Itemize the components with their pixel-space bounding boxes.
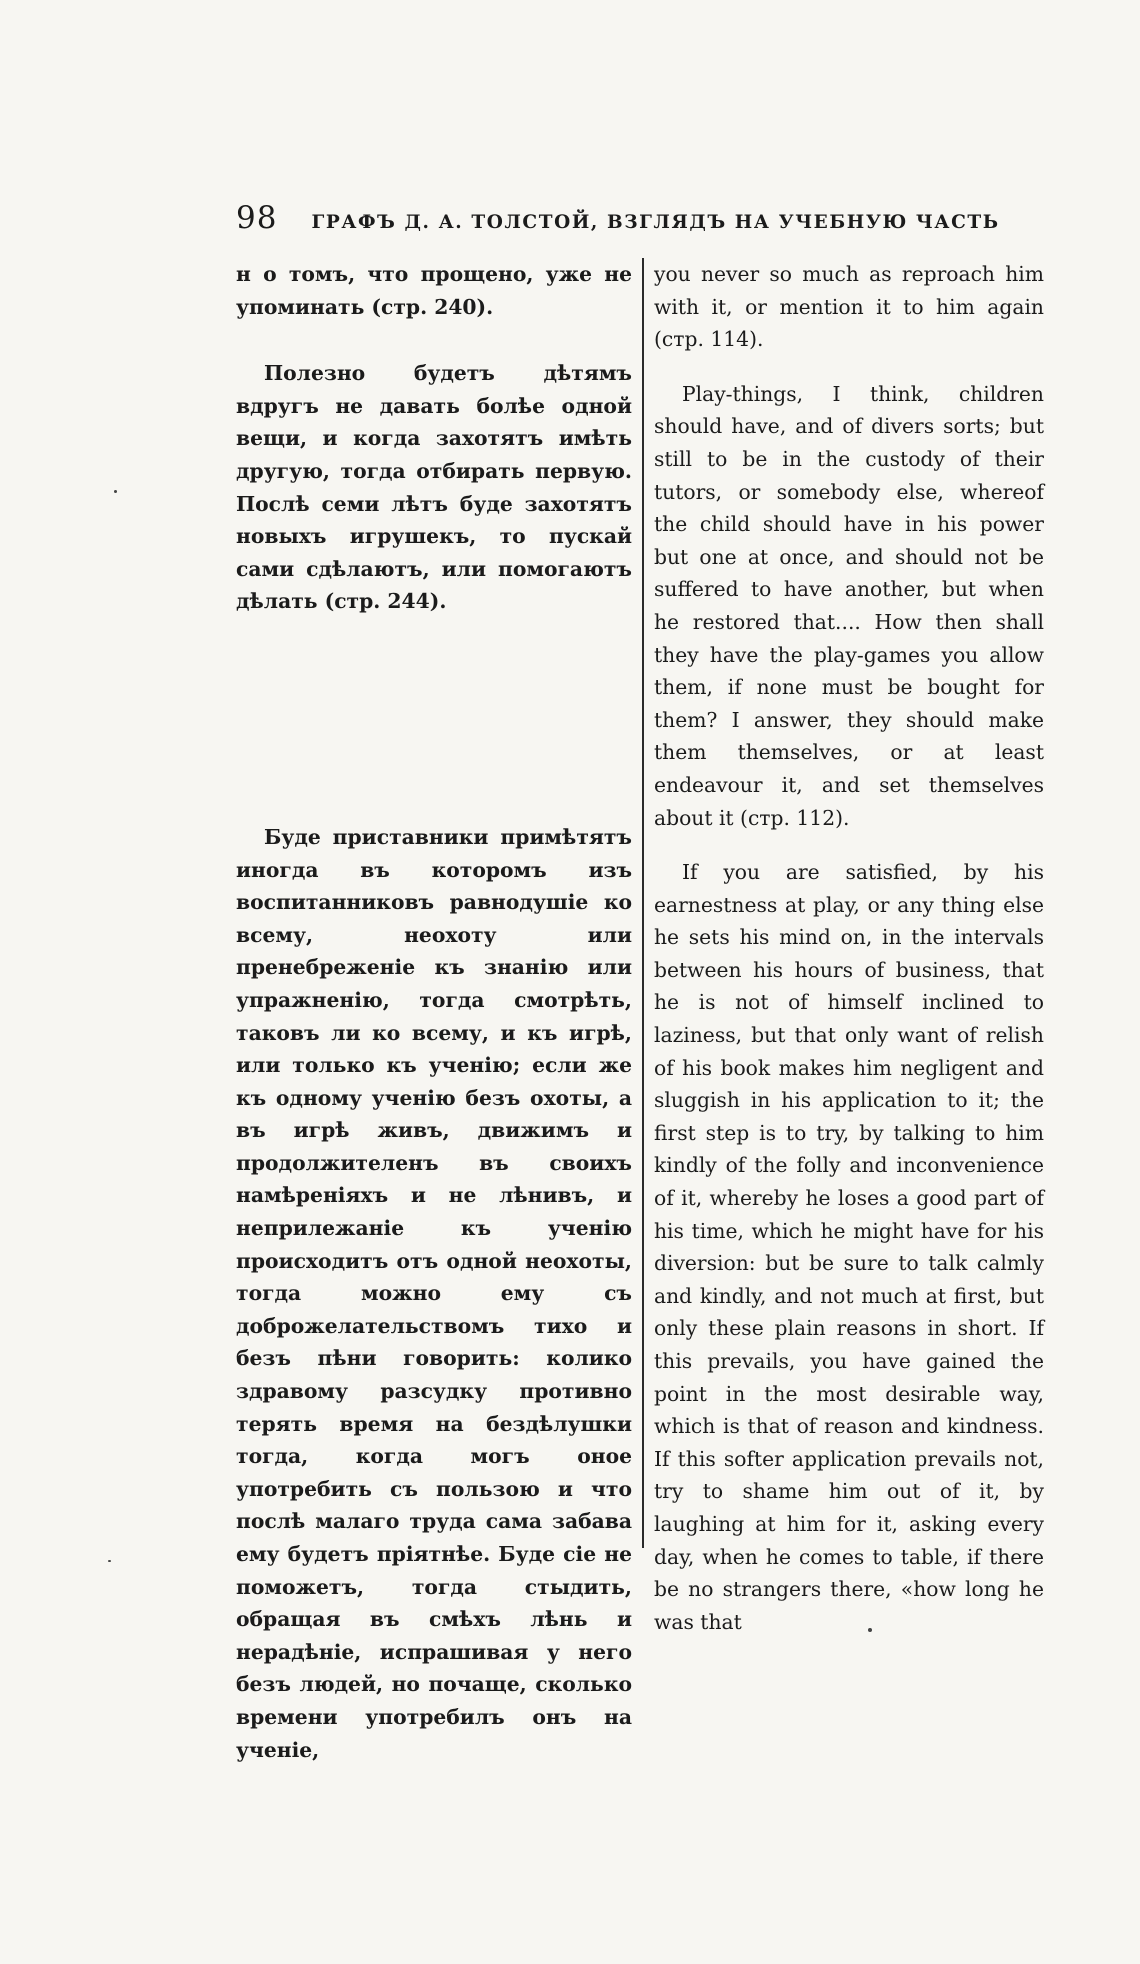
right-paragraph: Play-things, I think, children should have, and of divers sorts; but still to be in the custody of their tutors, or somebody else, whereof the child should have in his power but one at once, and should not be suffered to have another, but when he restored that.... How then shall they have the play-games you allow them, if none must be bought for them? I answer, they should make them themselves, or at least endeavour it, and set themselves about it (стр. 112).	[654, 381, 1044, 830]
right-paragraph: If you are satisfied, by his earnestness at play, or any thing else he sets his mind on, in the intervals between his hours of business, that he is not of himself inclined to laziness, but that only want of relish of his book makes him negligent and sluggish in his application to it; the first step is to try, by talking to him kindly of the folly and inconvenience of it, whereby he loses a good part of his time, which he might have for his diversion: but be sure to talk calmly and kindly, and not much at first, but only these plain reasons in short. If this prevails, you have gained the point in the most desirable way, which is that of reason and kindness. If this softer application prevails not, try to shame him out of it, by laughing at him for it, asking every day, when he comes to table, if there be no strangers there, «how long he was that	[654, 860, 1044, 1634]
ink-speck	[114, 490, 117, 493]
russian-column	[236, 258, 632, 1762]
left-paragraph: Полезно будетъ дѣтямъ вдругъ не давать болѣе одной вещи, и когда захотятъ имѣть другую, тогда отбирать первую. Послѣ семи лѣтъ буде захотятъ новыхъ игрушекъ, то пускай сами сдѣлаютъ, или помогаютъ дѣлать (стр. 244).	[236, 361, 632, 614]
left-paragraph: Буде приставники примѣтятъ иногда въ которомъ изъ воспитанниковъ равнодушіе ко всему, неохоту или пренебреженіе къ знанію или упражненію, тогда смотрѣть, таковъ ли ко всему, и къ игрѣ, или только къ ученію; если же къ одному ученію безъ охоты, а въ игрѣ живъ, движимъ и продолжителенъ въ своихъ намѣреніяхъ и не лѣнивъ, и неприлежаніе къ ученію происходитъ отъ одной неохоты, тогда можно ему съ доброжелательствомъ тихо и безъ пѣни говорить: колико здравому разсудку противно терять время на бездѣлушки тогда, когда могъ оное употребить съ пользою и что послѣ малаго труда сама забава ему будетъ пріятнѣе. Буде сіе не поможетъ, тогда стыдить, обращая въ смѣхъ лѣнь и нерадѣніе, испрашивая у него безъ людей, но почаще, сколько времени употребилъ онъ на ученіе,	[236, 824, 632, 1762]
english-column	[654, 258, 1044, 1634]
ink-speck	[868, 1628, 872, 1632]
column-divider	[642, 258, 644, 1548]
right-paragraph: you never so much as reproach him with it, or mention it to him again (стр. 114).	[654, 262, 1044, 352]
left-paragraph: н о томъ, что прощено, уже не упоминать (стр. 240).	[236, 262, 632, 319]
ink-speck	[108, 1560, 111, 1562]
page-number: 98	[236, 200, 278, 236]
running-head: ГРАФЪ Д. А. ТОЛСТОЙ, ВЗГЛЯДЪ НА УЧЕБНУЮ ЧАСТЬ	[311, 212, 1000, 233]
page-header	[236, 200, 1000, 236]
